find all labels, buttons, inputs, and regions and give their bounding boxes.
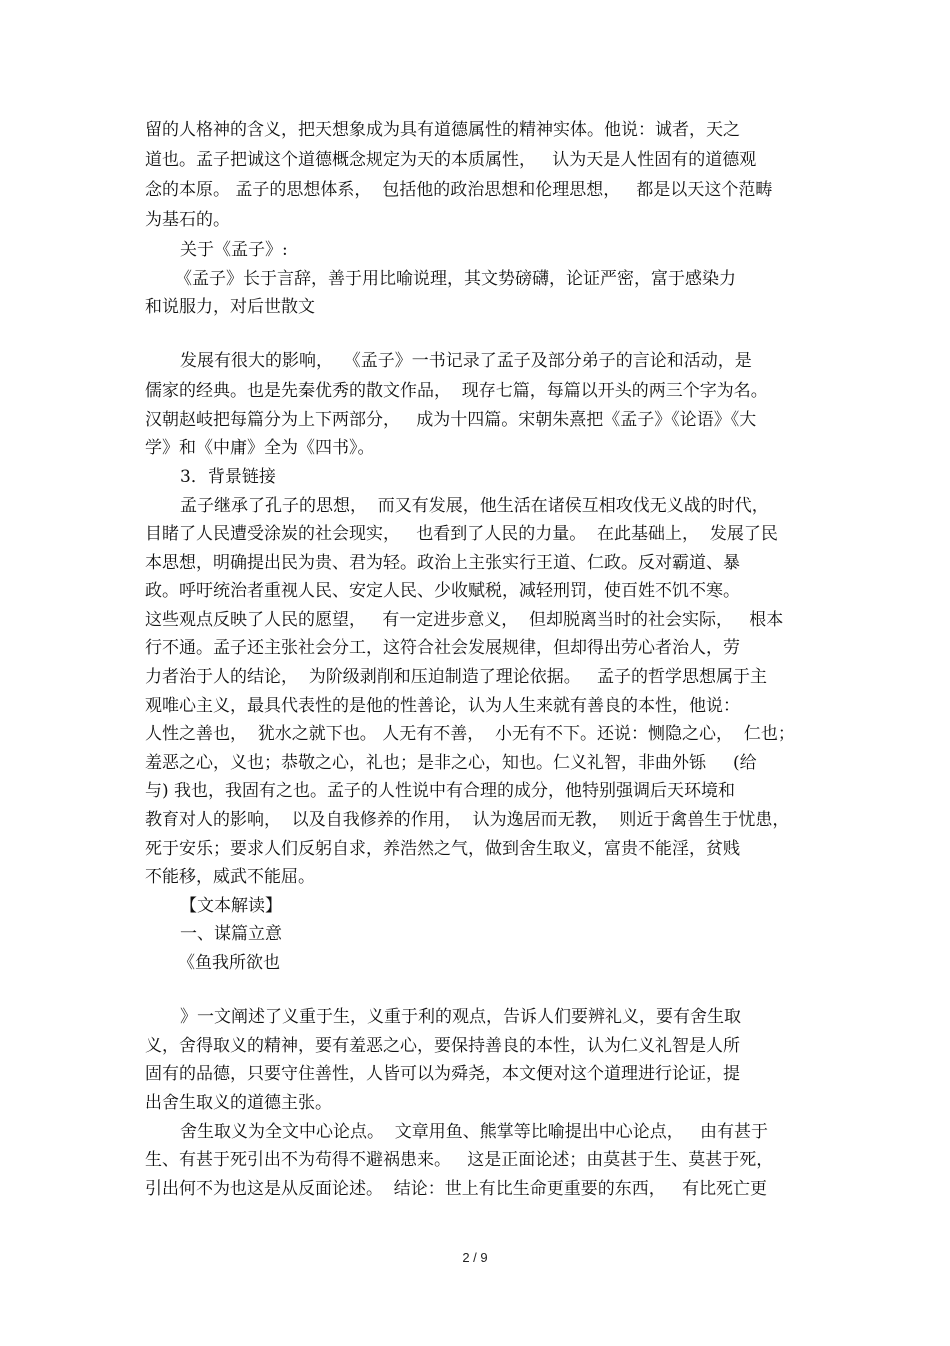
text-line: 观唯心主义，最具代表性的是他的性善论，认为人生来就有善良的本性，他说： [145,696,740,716]
text-line: 目睹了人民遭受涂炭的社会现实， 也看到了人民的力量。 在此基础上， 发展了民 [145,524,778,544]
text-line: 政。呼吁统治者重视人民、安定人民、少收赋税，减轻刑罚，使百姓不饥不寒。 [145,581,740,601]
section-heading: 关于《孟子》: [180,240,288,260]
text-line: 与) 我也，我固有之也。孟子的人性说中有合理的成分，他特别强调后天环境和 [145,781,736,801]
page-number: 2 / 9 [462,1250,488,1265]
text-line: 留的人格神的含义，把天想象成为具有道德属性的精神实体。他说：诚者，天之 [145,120,740,140]
text-line: 和说服力，对后世散文 [145,297,315,317]
text-line: 行不通。孟子还主张社会分工，这符合社会发展规律，但却得出劳心者治人，劳 [145,638,740,658]
text-line: 学》和《中庸》全为《四书》。 [145,438,375,458]
text-line: 《孟子》长于言辞，善于用比喻说理，其文势磅礴，论证严密，富于感染力 [175,269,736,289]
text-line: 念的本原。 孟子的思想体系， 包括他的政治思想和伦理思想， 都是以天这个范畴 [145,180,773,200]
text-line: 力者治于人的结论， 为阶级剥削和压迫制造了理论依据。 孟子的哲学思想属于主 [145,667,768,687]
section-heading: 【文本解读】 [180,896,282,916]
text-line: 不能移，威武不能屈。 [145,867,315,887]
text-line: 引出何不为也这是从反面论述。 结论：世上有比生命更重要的东西， 有比死亡更 [145,1179,768,1199]
text-line: 死于安乐；要求人们反躬自求，养浩然之气，做到舍生取义，富贵不能淫，贫贱 [145,839,740,859]
text-line: 固有的品德，只要守住善性，人皆可以为舜尧，本文便对这个道理进行论证，提 [145,1064,740,1084]
section-heading: 3．背景链接 [180,467,276,487]
text-line: 》一文阐述了义重于生，义重于利的观点，告诉人们要辨礼义，要有舍生取 [180,1007,741,1027]
text-line: 汉朝赵岐把每篇分为上下两部分， 成为十四篇。宋朝朱熹把《孟子》《论语》《大 [145,410,757,430]
text-line: 道也。孟子把诚这个道德概念规定为天的本质属性， 认为天是人性固有的道德观 [145,150,757,170]
text-line: 《鱼我所欲也 [178,953,280,973]
text-line: 孟子继承了孔子的思想， 而又有发展，他生活在诸侯互相攻伐无义战的时代， [180,496,769,516]
text-line: 发展有很大的影响， 《孟子》一书记录了孟子及部分弟子的言论和活动，是 [180,351,752,371]
text-line: 这些观点反映了人民的愿望， 有一定进步意义， 但却脱离当时的社会实际， 根本 [145,610,784,630]
text-line: 教育对人的影响， 以及自我修养的作用， 认为逸居而无教， 则近于禽兽生于忧患， [145,810,790,830]
text-line: 出舍生取义的道德主张。 [145,1093,332,1113]
section-heading: 一、谋篇立意 [180,924,282,944]
text-line: 为基石的。 [145,210,230,230]
text-line: 本思想，明确提出民为贵、君为轻。政治上主张实行王道、仁政。反对霸道、暴 [145,553,740,573]
text-line: 人性之善也， 犹水之就下也。 人无有不善， 小无有不下。还说：恻隐之心， 仁也； [145,724,795,744]
text-line: 舍生取义为全文中心论点。 文章用鱼、熊掌等比喻提出中心论点， 由有甚于 [180,1122,769,1142]
text-line: 羞恶之心，义也；恭敬之心，礼也；是非之心，知也。仁义礼智，非曲外铄 (给 [145,753,757,773]
text-line: 生、有甚于死引出不为苟得不避祸患来。 这是正面论述；由莫甚于生、莫甚于死， [145,1150,774,1170]
text-line: 义，舍得取义的精神，要有羞恶之心，要保持善良的本性，认为仁义礼智是人所 [145,1036,740,1056]
text-line: 儒家的经典。也是先秦优秀的散文作品， 现存七篇，每篇以开头的两三个字为名。 [145,381,768,401]
